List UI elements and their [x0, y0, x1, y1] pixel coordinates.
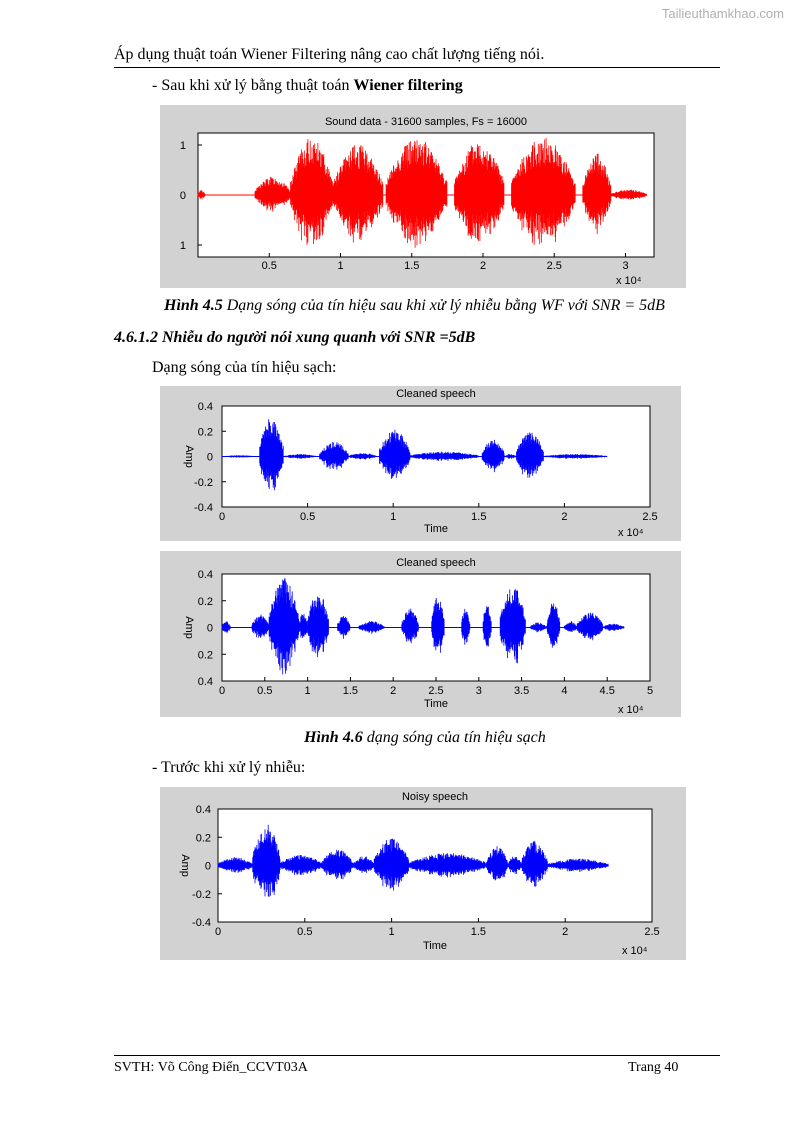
x-tick-label: 1: [390, 511, 397, 523]
y-tick-label: 0.2: [197, 426, 213, 439]
chart-title: Noisy speech: [401, 791, 469, 803]
x-tick-label: 2: [561, 511, 568, 523]
intro-wiener-bold: Wiener filtering: [353, 77, 463, 94]
y-tick-label: 1: [179, 140, 186, 152]
x-tick-label: 2.5: [644, 926, 660, 938]
y-axis-label: Amp: [183, 616, 195, 639]
y-tick-label: 0.2: [197, 595, 213, 608]
y-tick-label: 0.4: [197, 676, 213, 688]
x-tick-label: 2: [562, 926, 569, 938]
figure-4-6-caption: [304, 729, 546, 747]
x-tick-label: 4.5: [599, 685, 615, 697]
x-tick-label: 0: [218, 685, 226, 697]
x-tick-label: 0: [214, 926, 222, 938]
x-tick-label: 0: [218, 511, 226, 523]
x-tick-label: 2: [479, 260, 487, 272]
y-tick-label: -0.4: [194, 502, 213, 514]
figure-4-6-label: Hình 4.6: [304, 729, 363, 746]
x-axis-label: Time: [423, 523, 449, 535]
noisy-signal-intro: - Trước khi xử lý nhiễu:: [152, 759, 306, 776]
y-tick-label: 0.4: [197, 569, 213, 581]
x-tick-label: 1: [337, 260, 344, 272]
intro-wiener: [152, 77, 463, 95]
footer-rule: [114, 1055, 720, 1056]
x-axis-label: Time: [423, 698, 449, 710]
y-tick-label: 0.2: [197, 649, 213, 662]
x-tick-label: 3: [475, 685, 482, 697]
y-tick-label: 0: [206, 451, 213, 464]
x-tick-label: 0.5: [299, 511, 316, 523]
y-axis-label: Amp: [183, 445, 195, 468]
x-exponent: x 10⁴: [618, 527, 644, 539]
chart-title: Cleaned speech: [396, 557, 476, 569]
page-header-title: Áp dụng thuật toán Wiener Filtering nâng cao chất lượng tiếng nói.: [114, 46, 545, 63]
section-heading-4-6-1-2: 4.6.1.2 Nhiễu do người nói xung quanh với SNR =5dB: [114, 329, 476, 346]
x-tick-label: 2.5: [428, 685, 444, 697]
chart-cleaned-speech-1: [160, 386, 681, 541]
x-exponent: x 10⁴: [616, 275, 642, 287]
y-tick-label: 0.4: [197, 401, 213, 413]
x-exponent: x 10⁴: [622, 945, 648, 957]
x-tick-label: 0.5: [297, 926, 313, 938]
figure-4-5-text: Dạng sóng của tín hiệu sau khi xử lý nhiễu bằng WF với SNR = 5dB: [222, 297, 665, 314]
figure-4-5-label: Hình 4.5: [164, 297, 223, 314]
figure-wiener-output: [160, 105, 686, 288]
x-tick-label: 0.5: [257, 685, 273, 697]
figure-4-6-text: dạng sóng của tín hiệu sạch: [362, 729, 546, 746]
y-tick-label: 0: [206, 622, 213, 635]
y-tick-label: 1: [179, 240, 186, 252]
y-tick-label: -0.2: [192, 888, 211, 901]
y-axis-label: Amp: [179, 854, 191, 877]
x-tick-label: 1.5: [470, 926, 487, 938]
x-tick-label: 3: [622, 260, 629, 272]
x-tick-label: 2.5: [546, 260, 562, 272]
y-tick-label: -0.2: [194, 476, 213, 489]
y-tick-label: 0: [179, 190, 186, 202]
chart-title: Cleaned speech: [396, 388, 476, 400]
watermark: Tailieuthamkhao.com: [661, 6, 784, 21]
figure-4-5-caption: [164, 297, 665, 315]
chart-cleaned-speech-2: [160, 551, 681, 717]
x-tick-label: 2: [390, 685, 397, 697]
x-tick-label: 1.5: [342, 685, 359, 697]
x-tick-label: 1.5: [404, 260, 420, 272]
clean-signal-intro: Dạng sóng của tín hiệu sạch:: [152, 359, 337, 376]
x-axis-label: Time: [422, 940, 448, 952]
intro-wiener-prefix: - Sau khi xử lý bằng thuật toán: [152, 77, 354, 94]
x-tick-label: 4: [561, 685, 568, 697]
figure-noisy-speech: [160, 787, 686, 960]
y-tick-label: 0.2: [195, 832, 211, 845]
chart-sound-data: [160, 105, 686, 288]
x-tick-label: 1: [388, 926, 395, 938]
header-rule: [114, 67, 720, 68]
x-tick-label: 3.5: [513, 685, 530, 697]
chart-noisy-speech: [160, 787, 686, 960]
y-tick-label: 0: [204, 860, 211, 873]
chart-title: Sound data - 31600 samples, Fs = 16000: [324, 116, 528, 128]
figure-cleaned-speech-2: [160, 551, 681, 717]
x-exponent: x 10⁴: [618, 704, 644, 716]
x-tick-label: 1.5: [471, 511, 487, 523]
x-tick-label: 0.5: [261, 260, 277, 272]
x-tick-label: 5: [646, 685, 654, 697]
y-tick-label: 0.4: [195, 804, 211, 816]
footer-page-number: Trang 40: [628, 1060, 679, 1075]
x-tick-label: 1: [304, 685, 311, 697]
figure-cleaned-speech-1: [160, 386, 681, 541]
footer-author: SVTH: Võ Công Điển_CCVT03A: [114, 1060, 308, 1075]
y-tick-label: -0.4: [192, 917, 211, 929]
x-tick-label: 2.5: [642, 511, 658, 523]
